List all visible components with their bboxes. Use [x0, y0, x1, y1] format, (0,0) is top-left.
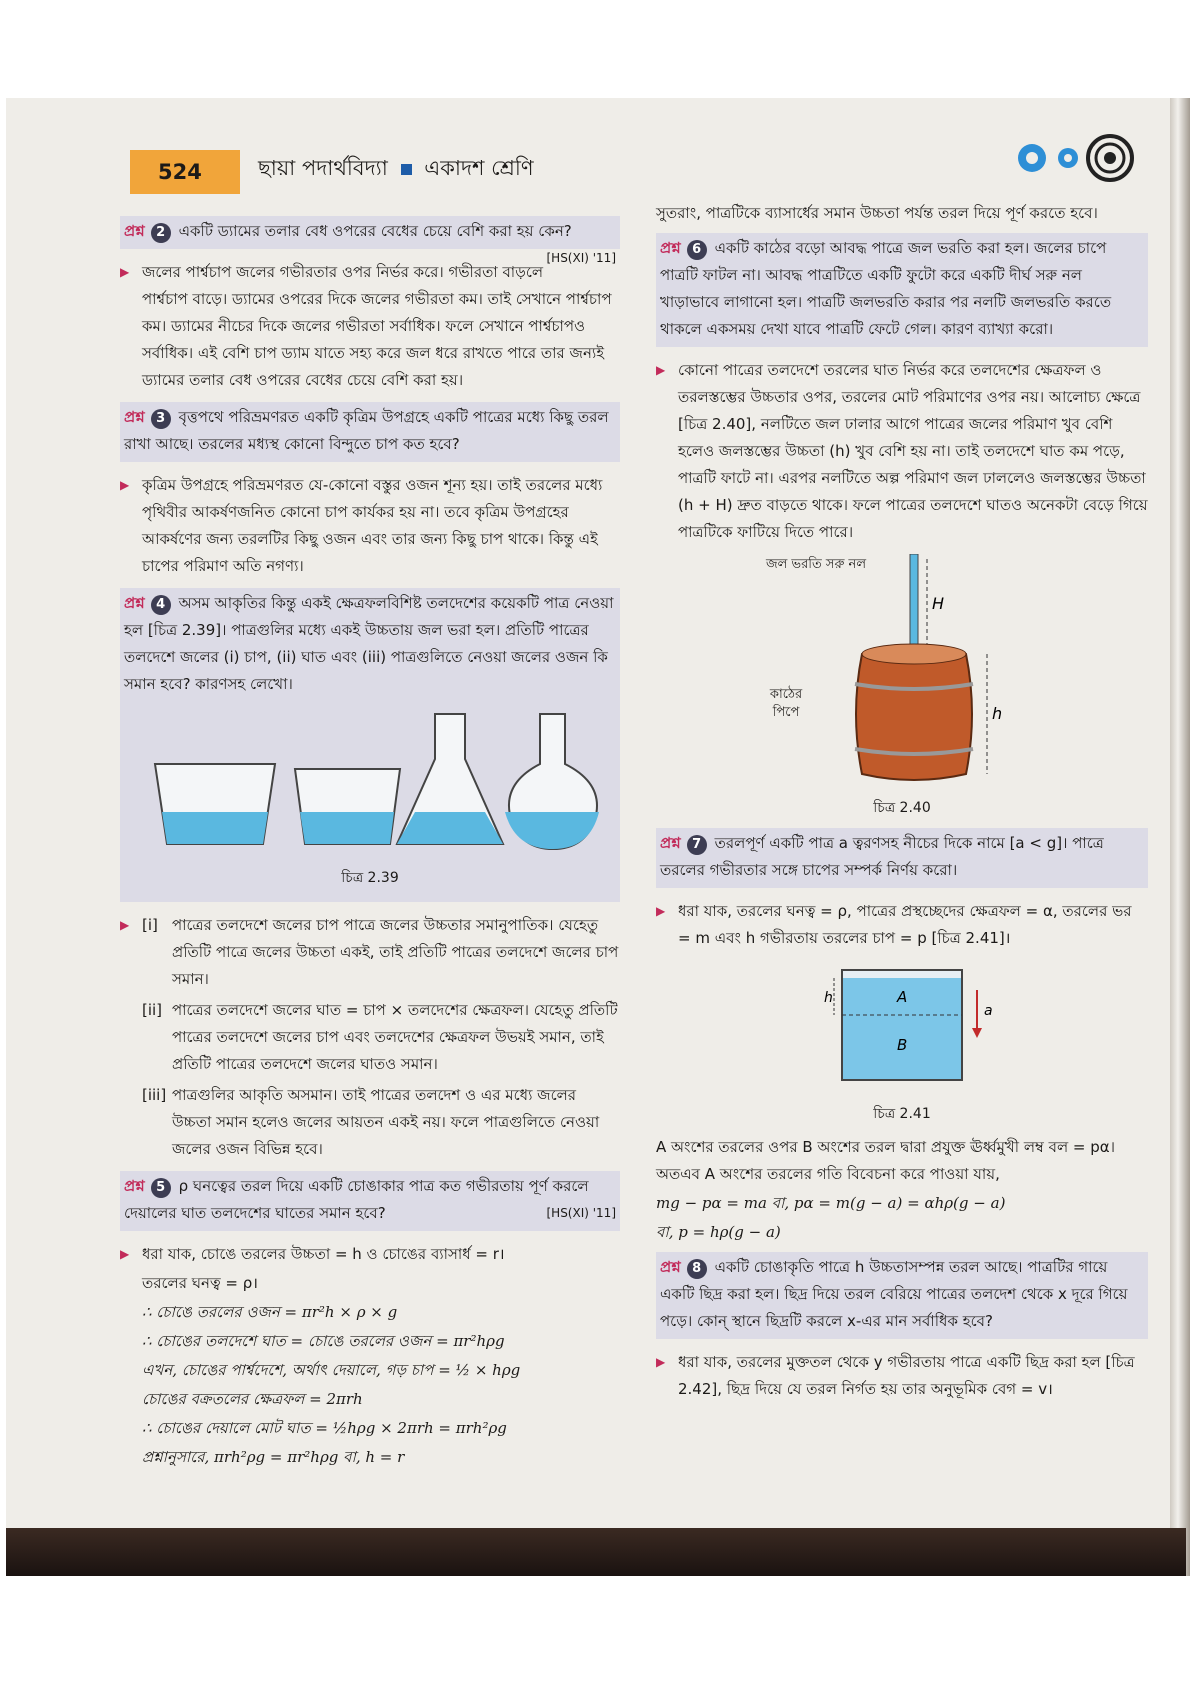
depth-h-label: h [824, 990, 833, 1006]
solution-line: চোঙের বক্রতলের ক্ষেত্রফল = 2πrh [142, 1390, 363, 1408]
question-number: 6 [687, 240, 707, 260]
question-text: একটি চোঙাকৃতি পাত্রে h উচ্চতাসম্পন্ন তরল আছে। পাত্রটির গায়ে একটি ছিদ্র করা হল। ছিদ্র দিয়ে তরল বেরিয়ে পাত্রের তলদেশ থেকে x দূরে গিয়ে পড়ে। কোন্ স্থানে ছিদ্রটি করলে x-এর মান সর্বাধিক হবে? [660, 1258, 1128, 1330]
barrel-illustration [752, 554, 1052, 784]
vessels-illustration [135, 704, 605, 854]
continued-text: A অংশের তরলের ওপর B অংশের তরল দ্বারা প্রযুক্ত ঊর্ধ্বমুখী লম্ব বল = pα। অতএব A অংশের তরলের গতি বিবেচনা করে পাওয়া যায়, [656, 1138, 1116, 1183]
gear-icon [1018, 144, 1078, 172]
answer-5 [120, 1241, 620, 1471]
question-3 [120, 402, 620, 462]
answer-2: ▶ জলের পার্শ্বচাপ জলের গভীরতার ওপর নির্ভর করে। গভীরতা বাড়লে পার্শ্বচাপ বাড়ে। ড্যামের ওপরের দিকে জলের গভীরতা কম। তাই সেখানে পার্শ্বচাপ কম। ড্যামের নীচের দিকে জলের গভীরতা সর্বাধিক। ফলে সেখানে পার্শ্বচাপও সর্বাধিক। এই বেশি চাপ ড্যাম যাতে সহ্য করে জল ধরে রাখতে পারে তার জন্যই ড্যামের তলার বেধ ওপরের বেধের চেয়ে বেশি করা হয়। [120, 259, 620, 394]
question-text: বৃত্তপথে পরিভ্রমণরত একটি কৃত্রিম উপগ্রহে একটি পাত্রের মধ্যে কিছু তরল রাখা আছে। তরলের মধ্যস্থ কোনো বিন্দুতে চাপ কত হবে? [124, 408, 609, 453]
equation: mg − pα = ma বা, pα = m(g − a) = αhρ(g − a) [656, 1194, 1006, 1212]
answer-7: ▶ ধরা যাক, তরলের ঘনত্ব = ρ, পাত্রের প্রস্থচ্ছেদের ক্ষেত্রফল = α, তরলের ভর = m এবং h গভীরতায় তরলের চাপ = p [চিত্র 2.41]। [656, 898, 1148, 952]
answer-6: ▶ কোনো পাত্রের তলদেশে তরলের ঘাত নির্ভর করে তলদেশের ক্ষেত্রফল ও তরলস্তম্ভের উচ্চতার ওপর, তরলের মোট পরিমাণের ওপর নয়। আলোচ্য ক্ষেত্রে [চিত্র 2.40], নলটিতে জল ঢালার আগে পাত্রের জলের পরিমাণ খুব বেশি হলেও জলস্তম্ভের উচ্চতা (h) খুব বেশি হয় না। তাই তলদেশে ঘাত কম পড়ে, পাত্রটি ফাটে না। এরপর নলটিতে অল্প পরিমাণ জল ঢাললেও জলস্তম্ভের উচ্চতা (h + H) দ্রুত বাড়তে থাকে। ফলে পাত্রের তলদেশে ঘাতও অনেকটা বেড়ে গিয়ে পাত্রটিকে ফাটিয়ে দিতে পারে। [656, 357, 1148, 546]
barrel-label: কাঠের পিপে [769, 687, 803, 720]
exam-tag: [HS(XI) '11] [546, 251, 616, 265]
height-H-label: H [932, 594, 945, 613]
sub-label: [iii] [142, 1086, 167, 1104]
answer-3: ▶ কৃত্রিম উপগ্রহে পরিভ্রমণরত যে-কোনো বস্তুর ওজন শূন্য হয়। তাই তরলের মধ্যে পৃথিবীর আকর্ষণজনিত কোনো চাপ কার্যকর হয় না। তবে কৃত্রিম উপগ্রহের আকর্ষণের জন্য তরলটির কিছু ওজন এবং তার জন্য কিছু চাপ থাকে। কিন্তু এই চাপের পরিমাণ অতি নগণ্য। [120, 472, 620, 580]
equation: বা, p = hρ(g − a) [656, 1223, 781, 1241]
question-6 [656, 233, 1148, 347]
question-number: 3 [151, 409, 171, 429]
answer-4-iii [142, 1082, 620, 1163]
running-header [258, 152, 534, 187]
question-7 [656, 828, 1148, 888]
figure-2-39 [124, 704, 616, 892]
left-column [120, 210, 620, 1479]
figure-caption: চিত্র 2.39 [341, 870, 399, 886]
tube-label: জল ভরতি সরু নল [765, 557, 867, 572]
question-8 [656, 1252, 1148, 1339]
answer-8: ▶ ধরা যাক, তরলের মুক্ততল থেকে y গভীরতায় পাত্রে একটি ছিদ্র করা হল [চিত্র 2.42], ছিদ্র দিয়ে যে তরল নির্গত হয় তার অনুভূমিক বেগ = v। [656, 1349, 1148, 1403]
question-label: প্রশ্ন [660, 834, 681, 852]
sub-text: পাত্রগুলির আকৃতি অসমান। তাই পাত্রের তলদেশ ও এর মধ্যে জলের উচ্চতা সমান হলেও জলের আয়তন একই নয়। ফলে পাত্রগুলিতে নেওয়া জলের ওজন বিভিন্ন হবে। [172, 1086, 600, 1158]
question-2 [120, 216, 620, 265]
question-text: একটি ড্যামের তলার বেধ ওপরের বেধের চেয়ে বেশি করা হয় কেন? [178, 222, 572, 240]
figure-caption: চিত্র 2.40 [873, 800, 931, 816]
height-h-label: h [992, 704, 1003, 723]
answer-4-ii [142, 997, 620, 1078]
solution-line: ∴ চোঙের তলদেশে ঘাত = চোঙে তরলের ওজন = πr²hρg [142, 1332, 505, 1350]
question-label: প্রশ্ন [124, 1177, 145, 1195]
class-name: একাদশ শ্রেণি [424, 156, 534, 180]
figure-2-41 [656, 960, 1148, 1128]
question-label: প্রশ্ন [660, 239, 681, 257]
figure-2-40 [656, 554, 1148, 822]
solution-line: তরলের ঘনত্ব = ρ। [142, 1274, 258, 1292]
question-label: প্রশ্ন [660, 1258, 681, 1276]
head-gear-icon [1088, 136, 1132, 180]
question-number: 4 [151, 595, 171, 615]
question-label: প্রশ্ন [124, 222, 145, 240]
sub-text: পাত্রের তলদেশে জলের চাপ পাত্রে জলের উচ্চতার সমানুপাতিক। যেহেতু প্রতিটি পাত্রে জলের উচ্চতা একই, তাই প্রতিটি পাত্রের তলদেশে জলের চাপ সমান। [172, 916, 619, 988]
question-text: তরলপূর্ণ একটি পাত্র a ত্বরণসহ নীচের দিকে নামে [a < g]। পাত্রে তরলের গভীরতার সঙ্গে চাপের সম্পর্ক নির্ণয় করো। [660, 834, 1104, 879]
question-number: 7 [687, 835, 707, 855]
question-text: একটি কাঠের বড়ো আবদ্ধ পাত্রে জল ভরতি করা হল। জলের চাপে পাত্রটি ফাটল না। আবদ্ধ পাত্রটিতে একটি ফুটো করে একটি দীর্ঘ সরু নল খাড়াভাবে লাগানো হল। পাত্রটি জলভরতি করার পর নলটি জলভরতি করতে থাকলে একসময় দেখা যাবে পাত্রটি ফেটে গেল। কারণ ব্যাখ্যা করো। [660, 239, 1112, 338]
sub-label: [ii] [142, 1001, 163, 1019]
desk-surface [6, 1528, 1186, 1576]
answer-4-i [142, 912, 620, 993]
acceleration-label: a [984, 1003, 993, 1019]
question-5 [120, 1171, 620, 1231]
solution-line: প্রশ্নানুসারে, πrh²ρg = πr²hρg বা, h = r [142, 1448, 405, 1466]
solution-line: এখন, চোঙের পার্শ্বদেশে, অর্থাৎ দেয়ালে, গড় চাপ = ½ × hρg [142, 1361, 521, 1379]
answer-4 [120, 912, 620, 1163]
square-bullet-icon [401, 164, 412, 175]
question-number: 8 [687, 1259, 707, 1279]
page-edge [1170, 98, 1190, 1576]
question-text: অসম আকৃতির কিন্তু একই ক্ষেত্রফলবিশিষ্ট তলদেশের কয়েকটি পাত্র নেওয়া হল [চিত্র 2.39]। পাত্রগুলির মধ্যে একই উচ্চতায় জল ভরা হল। প্রতিটি পাত্রের তলদেশে জলের (i) চাপ, (ii) ঘাত এবং (iii) পাত্রগুলিতে নেওয়া জলের ওজন কি সমান হবে? কারণসহ লেখো। [124, 594, 614, 693]
solution-line: ∴ চোঙের দেয়ালে মোট ঘাত = ½hρg × 2πrh = πrh²ρg [142, 1419, 507, 1437]
exam-tag: [HS(XI) '11] [546, 1206, 616, 1220]
book-title: ছায়া পদার্থবিদ্যা [258, 156, 388, 180]
part-A-label: A [897, 988, 908, 1006]
sub-text: পাত্রের তলদেশে জলের ঘাত = চাপ × তলদেশের ক্ষেত্রফল। যেহেতু প্রতিটি পাত্রের তলদেশে জলের চাপ এবং তলদেশের ক্ষেত্রফল উভয়ই সমান, তাই প্রতিটি পাত্রের তলদেশে জলের ঘাতও সমান। [172, 1001, 618, 1073]
right-column [656, 200, 1148, 1411]
solution-line: ▶ ধরা যাক, চোঙে তরলের উচ্চতা = h ও চোঙের ব্যাসার্ধ = r। [142, 1245, 505, 1263]
continued-text: সুতরাং, পাত্রটিকে ব্যাসার্ধের সমান উচ্চতা পর্যন্ত তরল দিয়ে পূর্ণ করতে হবে। [656, 204, 1098, 222]
page-number: 524 [130, 150, 240, 194]
part-B-label: B [897, 1036, 908, 1054]
figure-caption: চিত্র 2.41 [873, 1106, 931, 1122]
question-label: প্রশ্ন [124, 594, 145, 612]
beaker-illustration [802, 960, 1002, 1090]
sub-label: ▶ [i] [142, 916, 158, 934]
question-text: ρ ঘনত্বের তরল দিয়ে একটি চোঙাকার পাত্র কত গভীরতায় পূর্ণ করলে দেয়ালের ঘাত তলদেশের ঘাতের সমান হবে? [124, 1177, 589, 1222]
gear-logo [1010, 128, 1140, 192]
question-number: 2 [151, 223, 171, 243]
question-number: 5 [151, 1178, 171, 1198]
question-label: প্রশ্ন [124, 408, 145, 426]
question-4 [120, 588, 620, 902]
solution-line: ∴ চোঙে তরলের ওজন = πr²h × ρ × g [142, 1303, 398, 1321]
